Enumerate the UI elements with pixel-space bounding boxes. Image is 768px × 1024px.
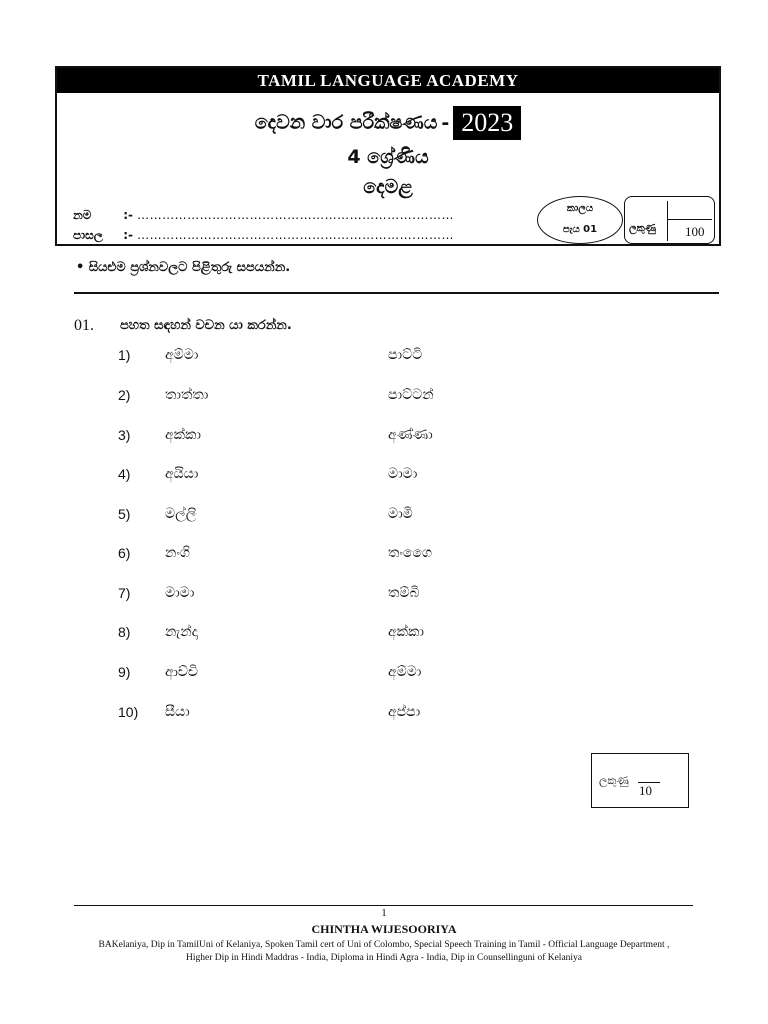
item-left-word: සීයා [165,704,190,720]
item-right-word: මාමි [388,506,413,522]
score-label: ලකුණු [599,774,629,787]
page-number: 1 [381,907,387,919]
author-credentials-line-1: BAKelaniya, Dip in TamilUni of Kelaniya, Spoken Tamil cert of Uni of Colombo, Special Speech Training in Tamil - Official Language Department , [98,940,670,950]
item-number: 6) [118,545,131,561]
item-left-word: නැන්දා [165,624,198,640]
exam-title [57,106,719,140]
school-field[interactable] [73,228,454,243]
time-label: කාලය [566,203,594,214]
item-left-word: මල්ලි [165,506,197,522]
marks-divider-vertical [667,201,668,241]
item-left-word: අක්කා [165,427,201,443]
score-box [591,753,689,808]
school-dots: ………………………………………………………….……… [137,228,454,242]
name-prefix: :- [123,208,133,222]
author-name: CHINTHA WIJESOORIYA [311,922,457,936]
item-number: 4) [118,466,131,482]
item-number: 2) [118,387,131,403]
item-right-word: තම්බි [388,585,420,601]
time-value: පැය 01 [562,224,598,235]
item-number: 5) [118,506,131,522]
marks-label: ලකුණු [629,223,656,234]
question-text: පහත සඳහන් වචන යා කරන්න. [120,318,292,333]
item-right-word: පාට්ටන් [388,387,434,403]
item-right-word: තංගෙෙ [388,545,433,561]
item-left-word: අම්මා [165,347,199,363]
item-number: 1) [118,347,131,363]
exam-year: 2023 [453,106,521,140]
school-prefix: :- [123,228,133,242]
name-label: නම [73,208,92,222]
marks-total: 100 [685,224,705,239]
subject-label: දෙමළ [363,176,413,198]
marks-divider-horizontal [667,219,712,220]
item-left-word: නංගි [165,545,190,561]
item-number: 7) [118,585,131,601]
section-divider [74,292,719,294]
item-left-word: තාත්තා [165,387,209,403]
item-right-word: අප්පා [388,704,421,720]
time-oval [537,196,623,244]
item-right-word: අම්මා [388,664,422,680]
exam-title-text: දෙවන වාර පරීක්ෂණය [254,111,438,134]
score-denominator: 10 [639,783,652,798]
grade-label: 4 ශ්‍රේණිය [347,146,429,168]
item-right-word: අණ්ණා [388,427,433,443]
item-left-word: මාමා [165,585,195,601]
item-number: 9) [118,664,131,680]
item-right-word: මාමා [388,466,418,482]
title-dash: - [441,111,450,134]
item-left-word: අයියා [165,466,199,482]
item-right-word: පාට්ටි [388,347,423,363]
academy-title: TAMIL LANGUAGE ACADEMY [57,68,719,93]
item-number: 10) [118,704,139,720]
footer-divider [74,905,693,906]
item-number: 8) [118,624,131,640]
exam-header-box [55,66,721,246]
author-credentials-line-2: Higher Dip in Hindi Maddras - India, Diploma in Hindi Agra - India, Dip in Counsellinguni of Kelaniya [185,953,583,963]
instruction: • සියළුම ප්‍රශ්නවලට පිළිතුරු සපයන්න. [76,260,291,275]
item-left-word: ආච්චි [165,664,199,680]
item-right-word: අක්කා [388,624,424,640]
question-number: 01. [74,317,94,334]
marks-box [624,196,715,244]
name-field[interactable] [73,208,454,223]
school-label: පාසල [73,228,103,242]
item-number: 3) [118,427,131,443]
name-dots: ………………………………………………………….……… [137,208,454,222]
